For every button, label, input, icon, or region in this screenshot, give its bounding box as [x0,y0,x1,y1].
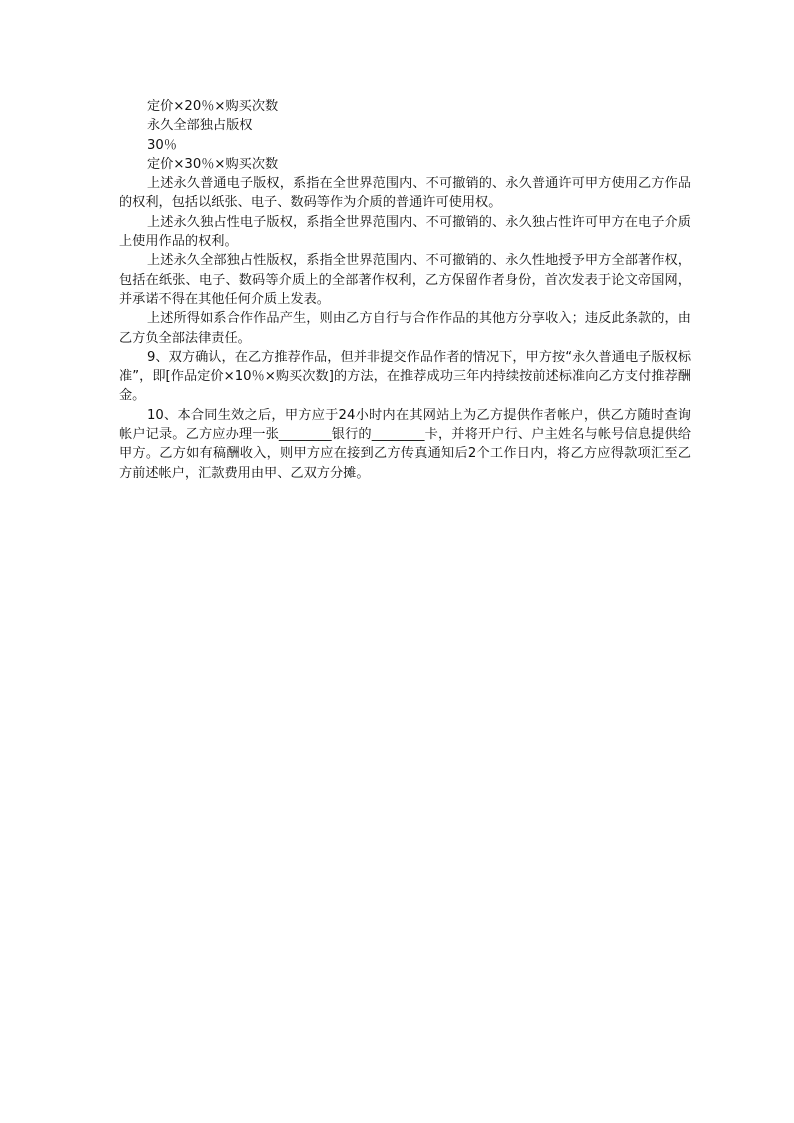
paragraph: 上述永久独占性电子版权，系指全世界范围内、不可撤销的、永久独占性许可甲方在电子介质上使用作品的权利。 [119,214,691,250]
percentage-line: 30％ [147,137,177,153]
document-body [119,97,691,483]
paragraph: 上述永久全部独占性版权，系指全世界范围内、不可撤销的、永久性地授予甲方全部著作权，包括在纸张、电子、数码等介质上的全部著作权利，乙方保留作者身份，首次发表于论文帝国网，并承诺不得在其他任何介质上发表。 [119,253,691,307]
price-formula-line: 定价×20％×购买次数 [147,99,279,114]
paragraph: 上述永久普通电子版权，系指在全世界范围内、不可撤销的、永久普通许可甲方使用乙方作品的权利，包括以纸张、电子、数码等作为介质的普通许可使用权。 [119,176,691,211]
price-formula-line: 定价×30％×购买次数 [147,156,279,172]
exclusive-copyright-label: 永久全部独占版权 [147,118,253,134]
paragraph: 上述所得如系合作作品产生，则由乙方自行与合作作品的其他方分享收入；违反此条款的，由乙方负全部法律责任。 [119,311,691,346]
clause-9-paragraph: 9、双方确认，在乙方推荐作品，但并非提交作品作者的情况下，甲方按“永久普通电子版权标准”，即[作品定价×10％×购买次数]的方法，在推荐成功三年内持续按前述标准向乙方支付推荐酬金。 [119,349,691,404]
clause-10-paragraph: 10、本合同生效之后，甲方应于24小时内在其网站上为乙方提供作者帐户，供乙方随时查询帐户记录。乙方应办理一张________银行的________卡，并将开户行、户主姓名与帐号信息提供给甲方。乙方如有稿酬收入，则甲方应在接到乙方传真通知后2个工作日内，将乙方应得款项汇至乙方前述帐户，汇款费用由甲、乙双方分摊。 [119,407,691,481]
